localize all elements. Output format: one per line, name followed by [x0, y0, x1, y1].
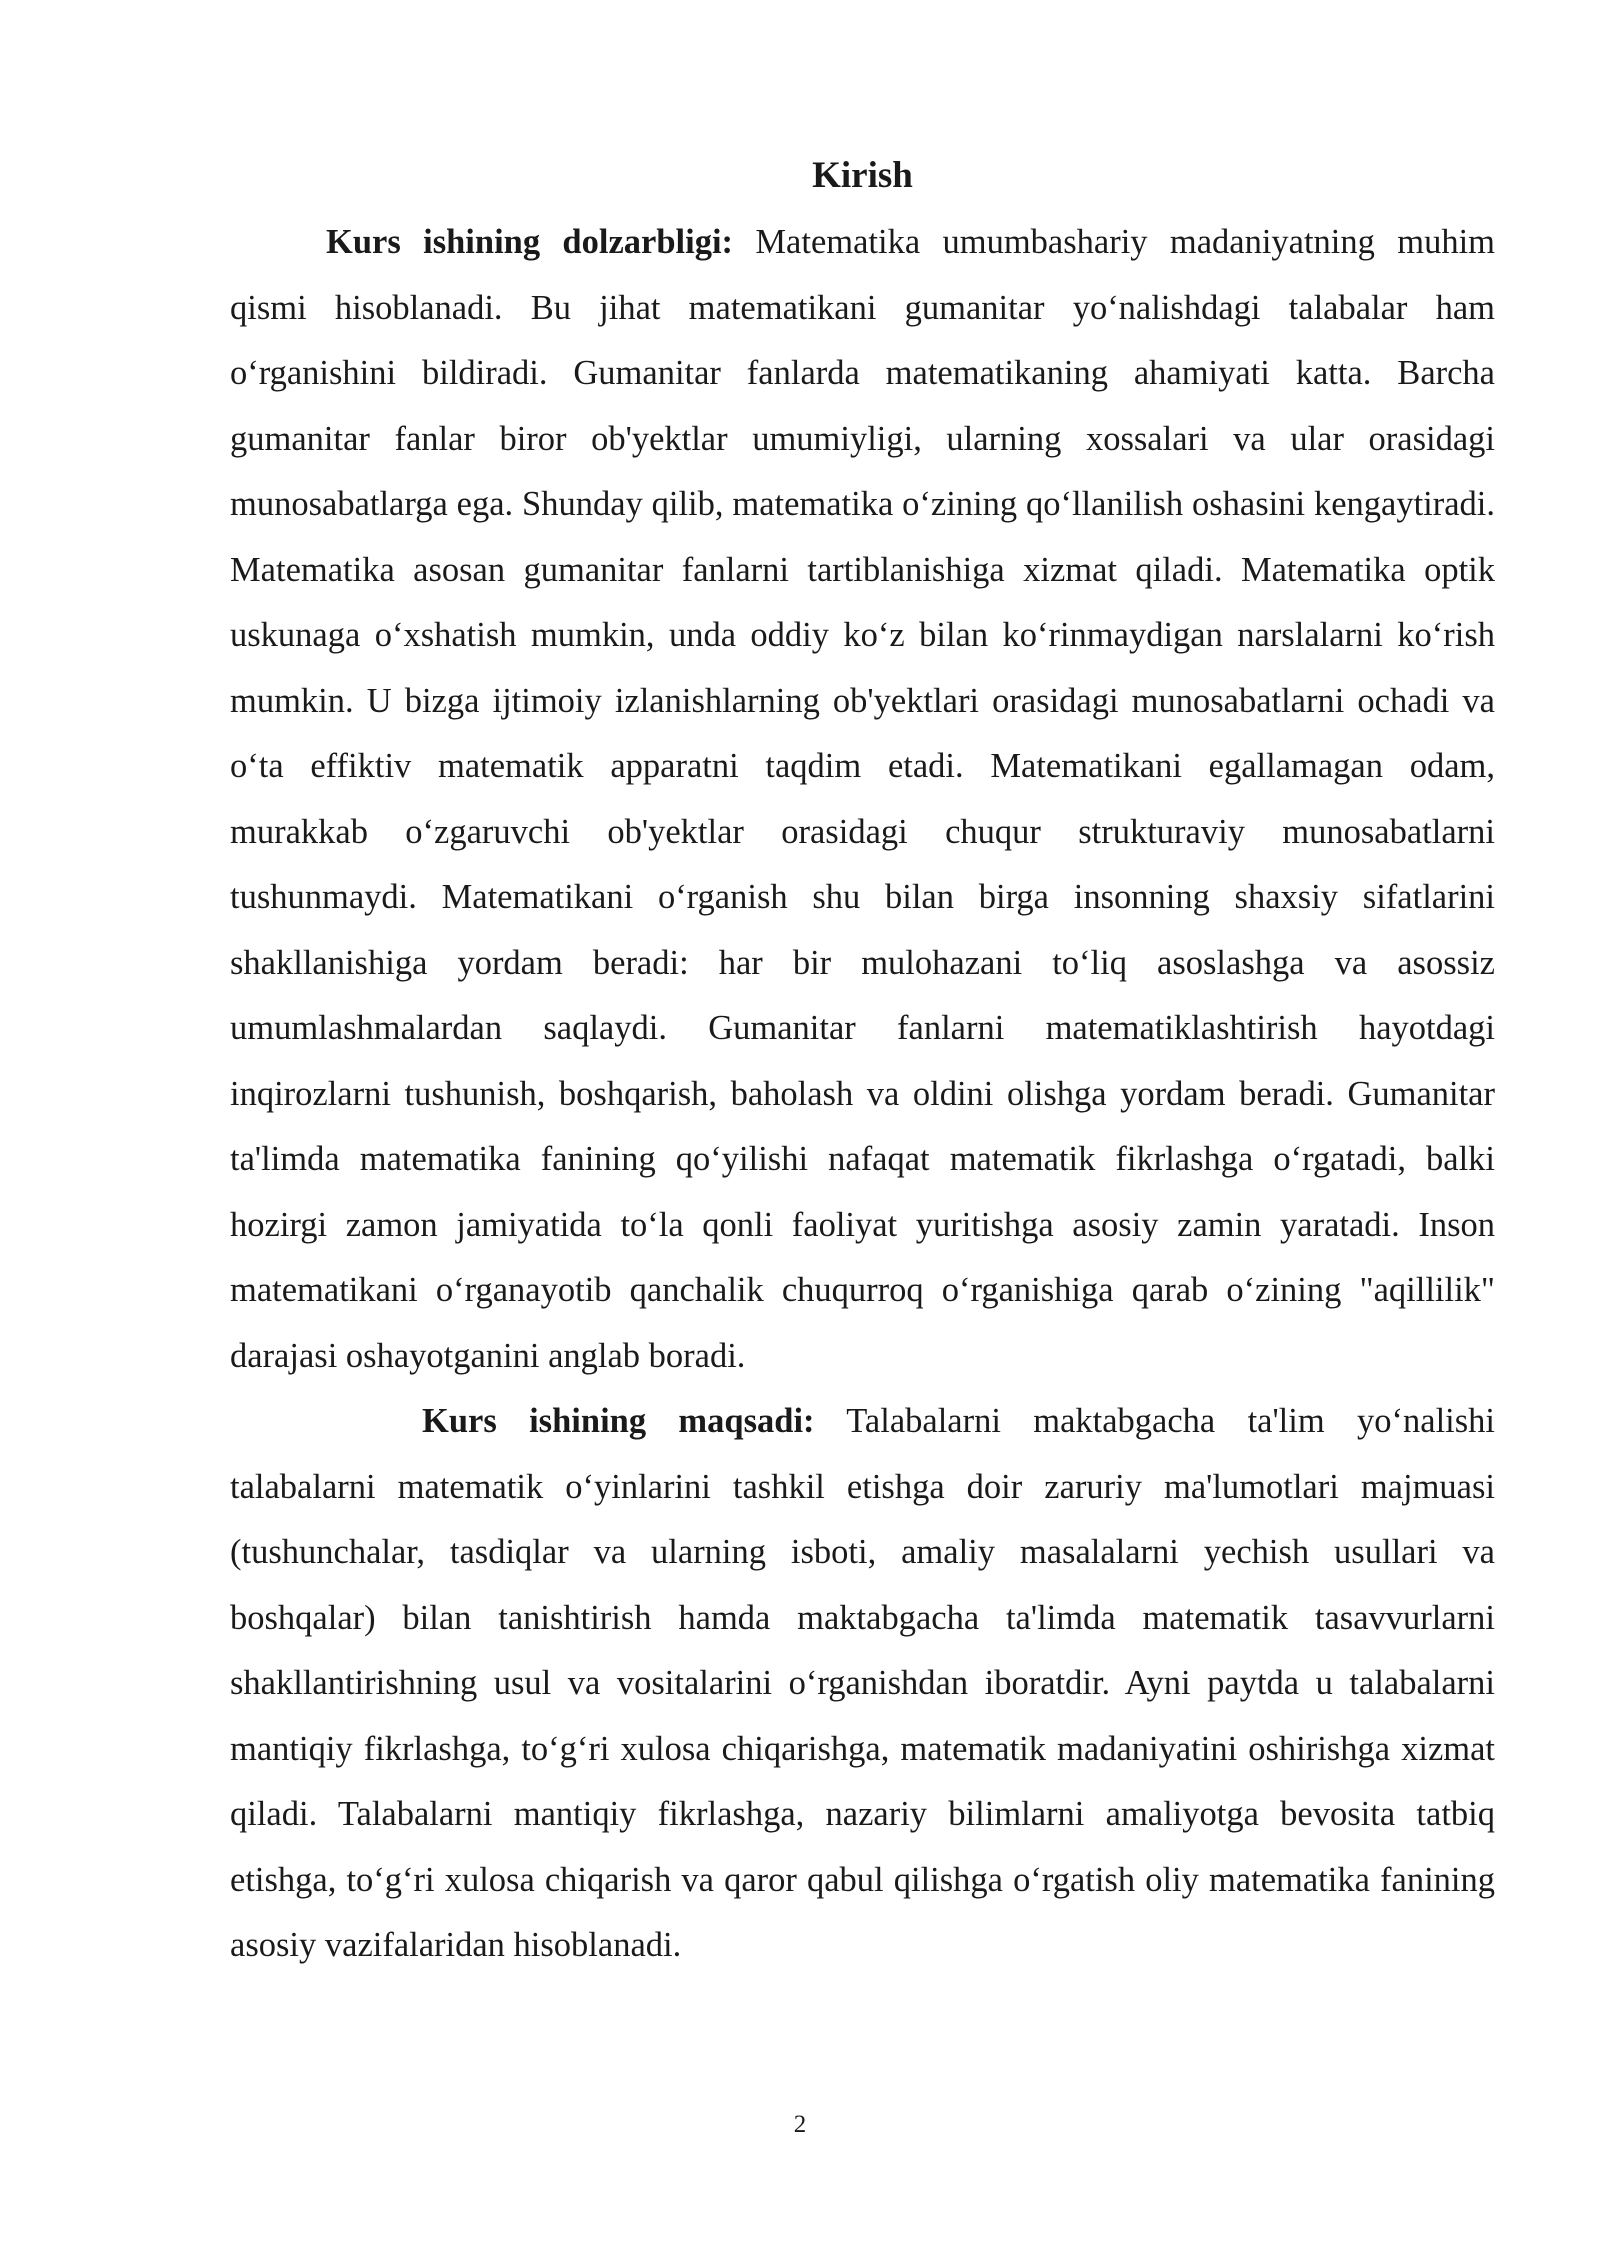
paragraph-lead-relevance: Kurs ishining dolzarbligi: [326, 223, 734, 261]
section-title: Kirish [812, 155, 913, 196]
page-content [230, 148, 1495, 1979]
paragraph-relevance [230, 210, 1495, 1389]
paragraph-lead-goal: Kurs ishining maqsadi: [422, 1402, 815, 1440]
paragraph-body-relevance: Matematika umumbashariy madaniyatning muhim qismi hisoblanadi. Bu jihat matematikani gumanitar yo‘nalishdagi talabalar ham o‘rganishini bildiradi. Gumanitar fanlarda matematikaning ahamiyati katta. Barcha gumanitar fanlar biror ob'yektlar umumiyligi, ularning xossalari va ular orasidagi munosabatlarga ega. Shunday qilib, matematika o‘zining qo‘llanilish oshasini kengaytiradi. Matematika asosan gumanitar fanlarni tartiblanishiga xizmat qiladi. Matematika optik uskunaga o‘xshatish mumkin, unda oddiy ko‘z bilan ko‘rinmaydigan narslalarni ko‘rish mumkin. U bizga ijtimoiy izlanishlarning ob'yektlari orasidagi munosabatlarni ochadi va o‘ta effiktiv matematik apparatni taqdim etadi. Matematikani egallamagan odam, murakkab o‘zgaruvchi ob'yektlar orasidagi chuqur strukturaviy munosabatlarni tushunmaydi. Matematikani o‘rganish shu bilan birga insonning shaxsiy sifatlarini shakllanishiga yordam beradi: har bir mulohazani to‘liq asoslashga va asossiz umumlashmalardan saqlaydi. Gumanitar fanlarni matematiklashtirish hayotdagi inqirozlarni tushunish, boshqarish, baholash va oldini olishga yordam beradi. Gumanitar ta'limda matematika fanining qo‘yilishi nafaqat matematik fikrlashga o‘rgatadi, balki hozirgi zamon jamiyatida to‘la qonli faoliyat yuritishga asosiy zamin yaratadi. Inson matematikani o‘rganayotib qanchalik chuqurroq o‘rganishiga qarab o‘zining "aqillilik" darajasi oshayotganini anglab boradi. [230, 223, 1495, 1375]
paragraph-body-goal: Talabalarni maktabgacha ta'lim yo‘nalishi talabalarni matematik o‘yinlarini tashkil etishga doir zaruriy ma'lumotlari majmuasi (tushunchalar, tasdiqlar va ularning isboti, amaliy masalalarni yechish usullari va boshqalar) bilan tanishtirish hamda maktabgacha ta'limda matematik tasavvurlarni shakllantirishning usul va vositalarini o‘rganishdan iboratdir. Ayni paytda u talabalarni mantiqiy fikrlashga, to‘g‘ri xulosa chiqarishga, matematik madaniyatini oshirishga xizmat qiladi. Talabalarni mantiqiy fikrlashga, nazariy bilimlarni amaliyotga bevosita tatbiq etishga, to‘g‘ri xulosa chiqarish va qaror qabul qilishga o‘rgatish oliy matematika fanining asosiy vazifalaridan hisoblanadi. [230, 1402, 1496, 1964]
page-number: 2 [793, 2111, 807, 2138]
paragraph-goal [230, 1389, 1495, 1979]
